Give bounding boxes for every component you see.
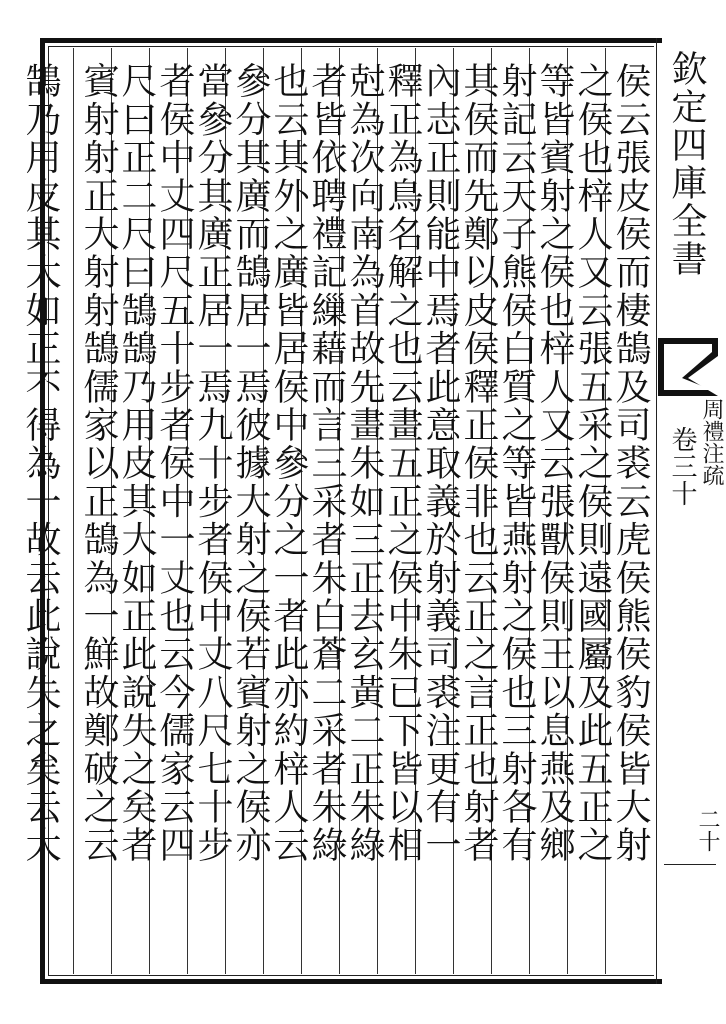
column-text: 內志正則能中焉者此意取義於射義司裘注更有一 (420, 62, 461, 865)
text-column (75, 48, 122, 974)
column-text: 當參分其廣正居一焉九十步者侯中丈八尺七十步 (192, 62, 233, 865)
margin-rule (656, 38, 657, 984)
page-number: 二十 (695, 808, 720, 852)
column-text: 者皆依聘禮記繅藉而言三采者朱白蒼二采者朱綠 (306, 62, 347, 865)
column-text: 尅為次向南為首故先畫朱如三正去玄黃二正朱綠 (344, 62, 385, 865)
column-text: 尺曰正二尺曰鵠鵠乃用皮其大如正此說失之矣者 (116, 62, 157, 865)
margin-line (664, 864, 716, 865)
column-text: 參分其廣而鵠居一焉彼據大射之侯若賓射之侯亦 (230, 62, 271, 865)
fishtail-mark-icon (658, 338, 718, 398)
volume-label: 卷三十 (667, 426, 697, 507)
column-text: 侯云張皮侯而棲鵠及司裘云虎侯熊侯豹侯皆大射 (610, 62, 651, 865)
book-title: 欽定四庫全書 (666, 50, 707, 278)
column-text: 釋正為鳥名解之也云畫五正之侯中朱已下皆以相 (382, 62, 423, 865)
column-text: 等皆賓射之侯也梓人又云張獸侯則王以息燕及鄉 (534, 62, 575, 865)
column-text: 鵠乃用皮其大如正不得為一故云此說失之矣云大 (20, 62, 61, 865)
column-text: 射記云天子熊侯白質之等皆燕射之侯也三射各有 (496, 62, 537, 865)
page-margin (656, 38, 726, 984)
column-text: 其侯而先鄭以皮侯釋正侯非也云正之言正也射者 (458, 62, 499, 865)
section-title: 周禮注疏 (699, 398, 724, 486)
column-text: 者侯中丈四尺五十步者侯中一丈也云今儒家云四 (154, 62, 195, 865)
column-text: 之侯也梓人又云張五采之侯則遠國屬及此五正之 (572, 62, 613, 865)
column-text: 賓射射正大射射鵠儒家以正鵠為一鮮故鄭破之云 (78, 62, 119, 865)
text-column (20, 48, 75, 974)
column-text: 也云其外之廣皆居侯中參分之一者此亦約梓人云 (268, 62, 309, 865)
